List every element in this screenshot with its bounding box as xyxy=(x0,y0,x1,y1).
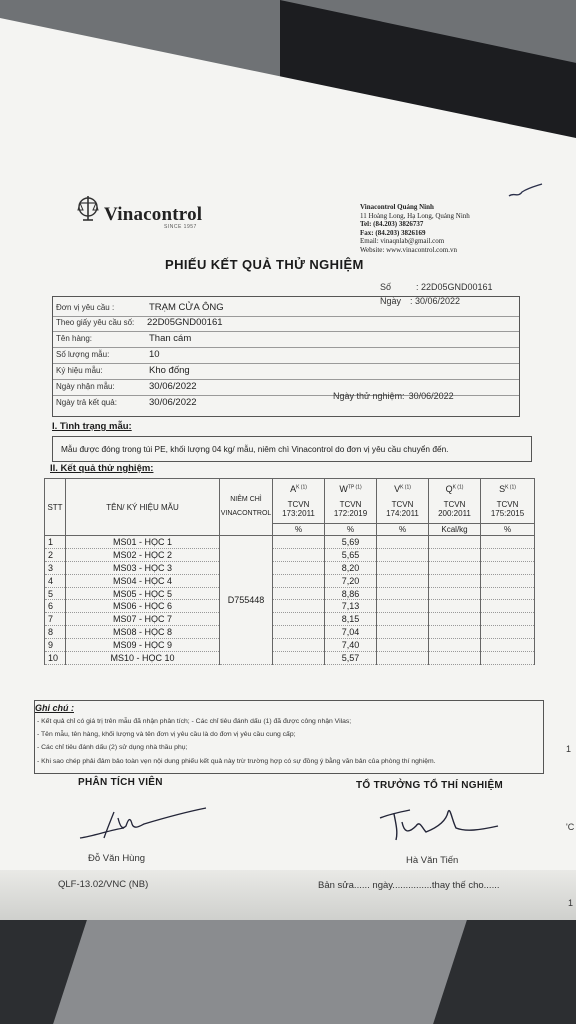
row-stt: 9 xyxy=(45,639,66,652)
row-s xyxy=(481,536,535,549)
param-q-symbol: Q xyxy=(445,484,453,494)
param-q-std1: TCVN xyxy=(443,500,466,509)
col-seal: NIÊM CHÌ VINACONTROL xyxy=(220,479,273,536)
row-sample-name: MS08 - HỌC 8 xyxy=(66,626,220,639)
row-a xyxy=(273,536,325,549)
param-q-unit: Kcal/kg xyxy=(429,524,481,536)
row-a xyxy=(273,613,325,626)
row-a xyxy=(273,548,325,561)
received-value: 30/06/2022 xyxy=(149,381,197,392)
row-sample-name: MS01 - HỌC 1 xyxy=(66,536,220,549)
param-w-symbol: W xyxy=(339,484,348,494)
row-w: 7,40 xyxy=(325,639,377,652)
info-row-request-no xyxy=(53,316,519,332)
doc-number-value: : 22D05GND00161 xyxy=(416,282,493,292)
paper-bottom-edge xyxy=(0,870,576,920)
param-a-sup: K (1) xyxy=(296,484,307,491)
param-s-unit: % xyxy=(481,524,535,536)
revision-line: Bản sửa...... ngày...............thay thế cho...... xyxy=(318,880,500,891)
seal-value: D755448 xyxy=(220,536,273,665)
page-title: PHIẾU KẾT QUẢ THỬ NGHIỆM xyxy=(165,257,364,272)
table-row xyxy=(45,548,535,561)
note-line-3: - Các chỉ tiêu đánh dấu (2) sử dụng nhà thầu phụ; xyxy=(37,744,188,751)
company-logo-text: Vinacontrol xyxy=(104,204,203,225)
row-stt: 4 xyxy=(45,574,66,587)
row-w: 7,13 xyxy=(325,600,377,613)
row-v xyxy=(377,548,429,561)
sample-mark-label: Ký hiệu mẫu: xyxy=(56,366,103,375)
param-q-sup: K (1) xyxy=(452,484,464,491)
analyst-name: Đỗ Văn Hùng xyxy=(88,853,146,864)
row-stt: 3 xyxy=(45,561,66,574)
note-line-2: - Tên mẫu, tên hàng, khối lượng và tên đơn vị yêu cầu là do đơn vị yêu cầu cung cấp; xyxy=(37,731,296,738)
row-sample-name: MS02 - HỌC 2 xyxy=(66,548,220,561)
table-row xyxy=(45,536,535,549)
table-row xyxy=(45,639,535,652)
row-w: 5,57 xyxy=(325,652,377,665)
param-a xyxy=(273,479,325,524)
notes-heading: Ghi chú : xyxy=(35,703,74,713)
param-v-unit: % xyxy=(377,524,429,536)
row-v xyxy=(377,652,429,665)
row-a xyxy=(273,652,325,665)
row-s xyxy=(481,587,535,600)
notes-box xyxy=(34,700,544,774)
row-q xyxy=(429,574,481,587)
row-s xyxy=(481,574,535,587)
row-s xyxy=(481,561,535,574)
condition-heading: I. Tình trạng mẫu: xyxy=(52,421,132,432)
row-v xyxy=(377,613,429,626)
doc-number-label: Số xyxy=(380,282,392,292)
col-stt: STT xyxy=(45,479,66,536)
row-w: 7,20 xyxy=(325,574,377,587)
requester-label: Đơn vị yêu cầu : xyxy=(56,303,115,312)
param-v-std2: 174:2011 xyxy=(386,509,419,518)
row-stt: 2 xyxy=(45,548,66,561)
test-date-label: Ngày thử nghiệm: xyxy=(333,391,405,401)
row-v xyxy=(377,626,429,639)
doc-date-label: Ngày xyxy=(380,296,402,306)
row-stt: 8 xyxy=(45,626,66,639)
row-sample-name: MS04 - HỌC 4 xyxy=(66,574,220,587)
info-row-goods xyxy=(53,332,519,348)
param-w xyxy=(325,479,377,524)
requester-value: TRẠM CỬA ÔNG xyxy=(149,302,224,313)
row-stt: 10 xyxy=(45,652,66,665)
received-label: Ngày nhận mẫu: xyxy=(56,382,115,391)
row-q xyxy=(429,587,481,600)
background-object xyxy=(53,920,467,1024)
row-a xyxy=(273,626,325,639)
request-info-box xyxy=(52,296,520,417)
margin-fragment-1: 1 xyxy=(566,744,572,754)
table-row xyxy=(45,600,535,613)
lead-title: TỔ TRƯỞNG TỔ THÍ NGHIỆM xyxy=(356,780,504,791)
param-a-std1: TCVN xyxy=(287,500,310,509)
row-s xyxy=(481,600,535,613)
row-a xyxy=(273,587,325,600)
goods-value: Than cám xyxy=(149,333,192,344)
sample-qty-label: Số lượng mẫu: xyxy=(56,350,110,359)
note-line-1: - Kết quả chỉ có giá trị trên mẫu đã nhận phân tích; - Các chỉ tiêu đánh dấu (1) đã được công nhận Vilas; xyxy=(37,718,352,725)
request-no-label: Theo giấy yêu cầu số: xyxy=(56,318,135,327)
row-stt: 5 xyxy=(45,587,66,600)
param-w-unit: % xyxy=(325,524,377,536)
doc-date-value: : 30/06/2022 xyxy=(410,296,461,306)
analyst-signature-icon xyxy=(74,798,214,848)
row-q xyxy=(429,639,481,652)
returned-label: Ngày trả kết quả: xyxy=(56,398,117,407)
row-a xyxy=(273,574,325,587)
contact-tel: Tel: (84.203) 3826737 xyxy=(360,220,424,229)
param-a-symbol: A xyxy=(290,484,297,494)
analyst-title: PHÂN TÍCH VIÊN xyxy=(78,777,163,788)
row-w: 8,86 xyxy=(325,587,377,600)
row-a xyxy=(273,600,325,613)
param-v xyxy=(377,479,429,524)
row-w: 7,04 xyxy=(325,626,377,639)
param-w-sup: TP (1) xyxy=(347,484,362,491)
margin-fragment-2: 'C xyxy=(566,822,575,832)
handwritten-check-icon xyxy=(506,182,546,202)
row-q xyxy=(429,536,481,549)
row-sample-name: MS10 - HỌC 10 xyxy=(66,652,220,665)
param-a-unit: % xyxy=(273,524,325,536)
col-sample-name: TÊN/ KÝ HIỆU MẪU xyxy=(66,479,220,536)
row-w: 8,20 xyxy=(325,561,377,574)
table-row xyxy=(45,587,535,600)
row-q xyxy=(429,626,481,639)
row-s xyxy=(481,613,535,626)
lead-name: Hà Văn Tiến xyxy=(406,855,459,866)
row-stt: 1 xyxy=(45,536,66,549)
param-a-std2: 173:2011 xyxy=(282,509,315,518)
condition-box xyxy=(52,436,532,462)
table-row xyxy=(45,561,535,574)
lead-signature-icon xyxy=(376,798,506,846)
row-q xyxy=(429,613,481,626)
param-v-std1: TCVN xyxy=(391,500,414,509)
row-v xyxy=(377,536,429,549)
info-row-sample-mark xyxy=(53,364,519,380)
row-s xyxy=(481,639,535,652)
returned-value: 30/06/2022 xyxy=(149,397,197,408)
sample-qty-value: 10 xyxy=(149,349,160,360)
table-row xyxy=(45,613,535,626)
param-s-symbol: S xyxy=(499,484,506,494)
row-w: 8,15 xyxy=(325,613,377,626)
test-date xyxy=(329,391,454,401)
row-sample-name: MS09 - HỌC 9 xyxy=(66,639,220,652)
contact-address: 11 Hoàng Long, Hạ Long, Quảng Ninh xyxy=(360,211,470,220)
contact-block xyxy=(360,203,470,255)
table-row xyxy=(45,574,535,587)
row-a xyxy=(273,639,325,652)
row-v xyxy=(377,561,429,574)
row-q xyxy=(429,561,481,574)
row-sample-name: MS05 - HỌC 5 xyxy=(66,587,220,600)
form-code: QLF-13.02/VNC (NB) xyxy=(58,879,149,890)
table-row xyxy=(45,652,535,665)
row-v xyxy=(377,639,429,652)
contact-office: Vinacontrol Quảng Ninh xyxy=(360,203,434,211)
row-s xyxy=(481,652,535,665)
param-s xyxy=(481,479,535,524)
param-s-std1: TCVN xyxy=(496,500,519,509)
vinacontrol-logo-icon xyxy=(76,194,100,224)
info-row-sample-qty xyxy=(53,348,519,364)
row-a xyxy=(273,561,325,574)
sample-mark-value: Kho đống xyxy=(149,365,190,376)
results-header-row xyxy=(45,479,535,524)
results-table xyxy=(44,478,535,665)
note-line-4: - Khi sao chép phải đảm bảo toàn vẹn nội dung phiếu kết quả này trừ trường hợp có sự đồng ý bằng văn bản của phòng thí nghiệm. xyxy=(37,758,436,765)
condition-text: Mẫu được đóng trong túi PE, khối lượng 04 kg/ mẫu, niêm chì Vinacontrol do đơn vị yêu cầu chuyển đến. xyxy=(61,444,449,454)
row-sample-name: MS06 - HỌC 6 xyxy=(66,600,220,613)
contact-email: Email: vinaqnlab@gmail.com xyxy=(360,237,445,246)
param-v-symbol: V xyxy=(394,484,401,494)
param-w-std1: TCVN xyxy=(339,500,362,509)
row-v xyxy=(377,587,429,600)
row-w: 5,65 xyxy=(325,548,377,561)
request-no-value: 22D05GND00161 xyxy=(147,317,223,328)
row-q xyxy=(429,600,481,613)
row-s xyxy=(481,626,535,639)
results-heading: II. Kết quả thử nghiệm: xyxy=(50,463,154,474)
row-v xyxy=(377,574,429,587)
row-sample-name: MS03 - HỌC 3 xyxy=(66,561,220,574)
row-stt: 6 xyxy=(45,600,66,613)
row-w: 5,69 xyxy=(325,536,377,549)
company-since: SINCE 1957 xyxy=(164,224,197,230)
row-v xyxy=(377,600,429,613)
param-q-std2: 200:2011 xyxy=(438,509,471,518)
row-sample-name: MS07 - HỌC 7 xyxy=(66,613,220,626)
contact-fax: Fax: (84.203) 3826169 xyxy=(360,228,426,237)
table-row xyxy=(45,626,535,639)
param-s-std2: 175:2015 xyxy=(490,509,525,518)
param-s-sup: K (1) xyxy=(505,484,516,491)
param-v-sup: K (1) xyxy=(400,484,411,491)
goods-label: Tên hàng: xyxy=(56,334,93,343)
margin-fragment-3: 1 xyxy=(568,898,574,908)
param-q xyxy=(429,479,481,524)
contact-website: Website: www.vinacontrol.com.vn xyxy=(360,245,457,254)
info-row-requester xyxy=(53,301,519,317)
param-w-std2: 172:2019 xyxy=(333,509,368,518)
test-date-value: 30/06/2022 xyxy=(408,391,454,401)
row-stt: 7 xyxy=(45,613,66,626)
row-q xyxy=(429,548,481,561)
row-s xyxy=(481,548,535,561)
row-q xyxy=(429,652,481,665)
